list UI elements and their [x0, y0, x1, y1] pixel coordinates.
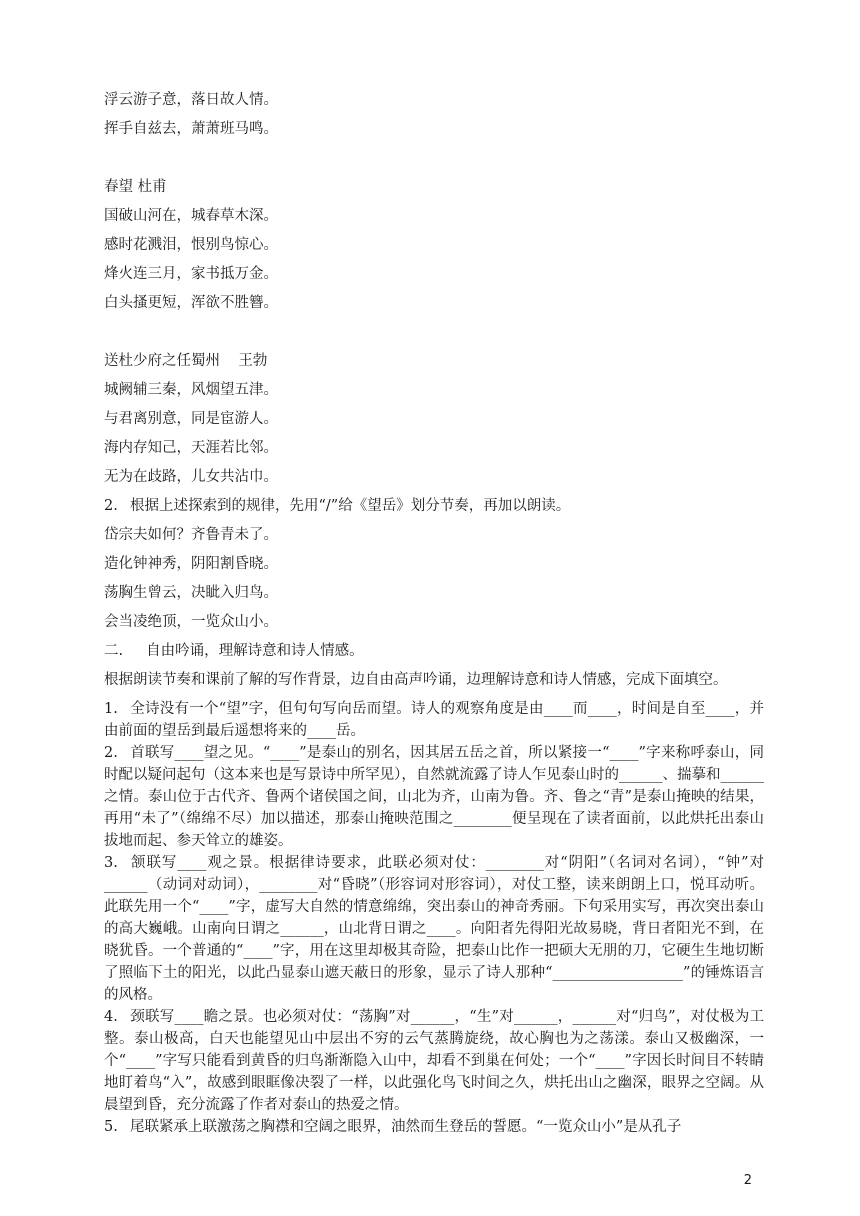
- question-number: 2.: [104, 745, 118, 761]
- section-2-intro: 根据朗读节奏和课前了解的写作背景，边自由高声吟诵，边理解诗意和诗人情感，完成下面填空。: [104, 672, 728, 688]
- task-2: [104, 492, 764, 521]
- question-4: [104, 1006, 764, 1116]
- question-3: [104, 852, 764, 1006]
- task-2-text: 根据上述探索到的规律，先用“/”给《望岳》划分节奏，再加以朗读。: [130, 498, 571, 514]
- page-number: 2: [743, 1173, 752, 1188]
- wangyue-line: 荡胸生曾云，决眦入归鸟。: [104, 585, 278, 601]
- question-1: [104, 698, 764, 742]
- section-2-heading: 二. 自由吟诵，理解诗意和诗人情感。: [104, 643, 364, 659]
- poem-line: 国破山河在，城春草木深。: [104, 208, 278, 224]
- poem-line: 烽火连三月，家书抵万金。: [104, 266, 278, 282]
- task-2-number: 2.: [104, 498, 118, 514]
- question-number: 4.: [104, 1009, 118, 1025]
- question-5: [104, 1116, 764, 1138]
- question-text: 尾联紧承上联激荡之胸襟和空阔之眼界，油然而生登岳的誓愿。“一览众山小”是从孔子: [130, 1119, 682, 1135]
- question-number: 5.: [104, 1119, 118, 1135]
- wangyue-line: 岱宗夫如何？齐鲁青未了。: [104, 527, 278, 543]
- poem-line: 白头搔更短，浑欲不胜簪。: [104, 295, 278, 311]
- poem-line: 浮云游子意，落日故人情。: [104, 92, 278, 108]
- poem-line: 城阙辅三秦，风烟望五津。: [104, 382, 278, 398]
- poem-line: 海内存知己，天涯若比邻。: [104, 440, 278, 456]
- poem-line: 无为在歧路，儿女共沾巾。: [104, 469, 278, 485]
- question-2: [104, 742, 764, 852]
- poem-line: 与君离别意，同是宦游人。: [104, 411, 278, 427]
- question-number: 3.: [104, 855, 118, 871]
- question-text: 颔联写____观之景。根据律诗要求，此联必须对仗：________对“阴阳”（名词对名词），“钟”对______（动词对动词），________对“昏晓”（形容词对形容词），对仗工整，读来朗朗上口，悦耳动听。此联先用一个“____”字，虚写大自然的情意绵绵，突出泰山的神奇秀丽。下句采用实写，再次突出泰山的高大巍峨。山南向日谓之______，山北背日谓之____。向阳者先得阳光故易晓，背日者阳光不到，在晓犹昏。一个普通的“____”字，用在这里却极其奇险，把泰山比作一把硕大无朋的刀，它硬生生地切断了照临下土的阳光，以此凸显泰山遮天蔽日的形象，显示了诗人那种“__________________”的锤炼语言的风格。: [104, 855, 764, 1003]
- question-text: 全诗没有一个“望”字，但句句写向岳而望。诗人的观察角度是由____而____，时间是自至____，并由前面的望岳到最后遥想将来的____岳。: [104, 701, 764, 739]
- poem-line: 挥手自兹去，萧萧班马鸣。: [104, 121, 278, 137]
- question-text: 颈联写____瞻之景。也必须对仗：“荡胸”对______，“生”对______，______对“归鸟”，对仗极为工整。泰山极高，白天也能望见山中层出不穷的云气蒸腾旋绕，故心胸也为之荡漾。泰山又极幽深，一个“____”字写只能看到黄昏的归鸟渐渐隐入山中，却看不到巢在何处；一个“____”字因长时间目不转睛地盯着鸟“入”，故感到眼眶像决裂了一样，以此强化鸟飞时间之久，烘托出山之幽深，眼界之空阔。从晨望到昏，充分流露了作者对泰山的热爱之情。: [104, 1009, 764, 1113]
- wangyue-line: 会当凌绝顶，一览众山小。: [104, 614, 278, 630]
- wangyue-line: 造化钟神秀，阴阳割昏晓。: [104, 556, 278, 572]
- poem-line: 感时花溅泪，恨别鸟惊心。: [104, 237, 278, 253]
- poem-title-chunwang: 春望 杜甫: [104, 179, 167, 195]
- poem-title-songdu: 送杜少府之任蜀州 王勃: [104, 353, 268, 369]
- question-number: 1.: [104, 701, 118, 717]
- page-content: [104, 86, 764, 1138]
- question-text: 首联写____望之见。“____”是泰山的别名，因其居五岳之首，所以紧接一“____”字来称呼泰山，同时配以疑问起句（这本来也是写景诗中所罕见），自然就流露了诗人乍见泰山时的______、揣摹和______之情。泰山位于古代齐、鲁两个诸侯国之间，山北为齐，山南为鲁。齐、鲁之“青”是泰山掩映的结果，再用“未了”（绵绵不尽）加以描述，那泰山掩映范围之________便呈现在了读者面前，以此烘托出泰山拔地而起、参天耸立的雄姿。: [104, 745, 764, 849]
